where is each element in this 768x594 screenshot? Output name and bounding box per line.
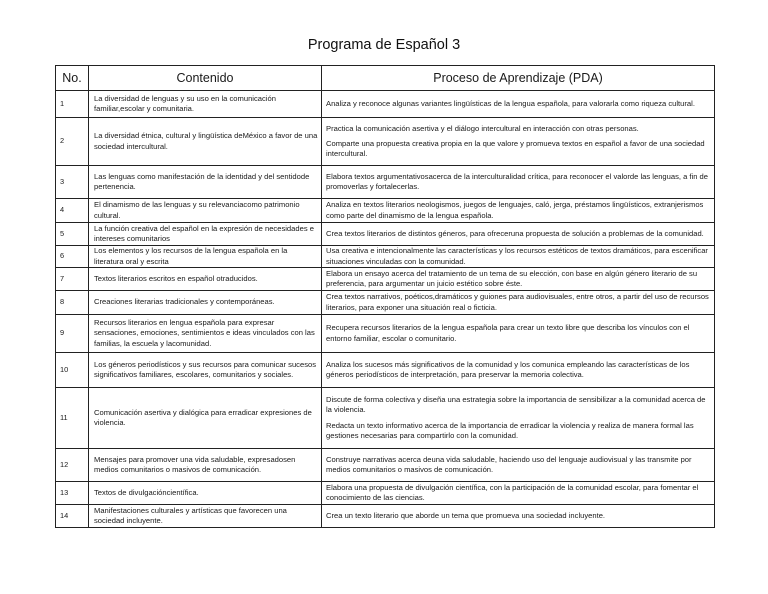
table-row <box>56 246 715 268</box>
row-contenido: Creaciones literarias tradicionales y contemporáneas. <box>89 291 322 315</box>
row-pda <box>322 449 715 482</box>
row-contenido: La diversidad étnica, cultural y lingüística deMéxico a favor de una sociedad intercultural. <box>89 118 322 166</box>
header-row <box>56 66 715 91</box>
program-table <box>55 65 715 528</box>
table-row <box>56 315 715 353</box>
table-row <box>56 353 715 388</box>
table-body <box>56 91 715 528</box>
row-number: 10 <box>56 353 89 388</box>
row-pda <box>322 91 715 118</box>
header-pda: Proceso de Aprendizaje (PDA) <box>322 66 715 91</box>
row-number: 9 <box>56 315 89 353</box>
pda-paragraph: Elabora una propuesta de divulgación científica, con la participación de la comunidad escolar, para fomentar el conocimiento de las ciencias. <box>326 482 699 502</box>
header-no: No. <box>56 66 89 91</box>
row-pda <box>322 315 715 353</box>
row-contenido: Recursos literarios en lengua española para expresar sensaciones, emociones, sentimientos e ideas vinculados con las familias, la escuela y lacomunidad. <box>89 315 322 353</box>
pda-paragraph: Crea un texto literario que aborde un tema que promueva una sociedad incluyente. <box>326 510 606 520</box>
row-contenido: La diversidad de lenguas y su uso en la comunicación familiar,escolar y comunitaria. <box>89 91 322 118</box>
table-row <box>56 388 715 449</box>
row-number: 12 <box>56 449 89 482</box>
row-pda <box>322 199 715 223</box>
pda-paragraph: Analiza los sucesos más significativos de la comunidad y los comunica empleando las características de los géneros periodísticos de interpretación, para preservar la memoria colectiva. <box>326 359 690 379</box>
page-title: Programa de Español 3 <box>307 37 461 53</box>
row-number: 13 <box>56 482 89 505</box>
row-contenido: Las lenguas como manifestación de la identidad y del sentidode pertenencia. <box>89 166 322 199</box>
row-pda <box>322 118 715 166</box>
pda-paragraph: Discute de forma colectiva y diseña una estrategia sobre la importancia de sensibilizar a la comunidad acerca de la violencia. <box>326 395 706 415</box>
row-pda <box>322 482 715 505</box>
row-pda <box>322 388 715 449</box>
row-contenido: Los géneros periodísticos y sus recursos para comunicar sucesos significativos familiares, escolares, comunitarios y sociales. <box>89 353 322 388</box>
table-row <box>56 291 715 315</box>
table-row <box>56 482 715 505</box>
table-row <box>56 505 715 528</box>
row-number: 11 <box>56 388 89 449</box>
row-pda <box>322 353 715 388</box>
pda-paragraph: Usa creativa e intencionalmente las características y los recursos estéticos de textos dramáticos, para escenificar situaciones vinculadas con la comunidad. <box>326 246 708 266</box>
row-contenido: Textos literarios escritos en español otraducidos. <box>89 268 322 291</box>
table-row <box>56 268 715 291</box>
row-number: 1 <box>56 91 89 118</box>
row-pda <box>322 166 715 199</box>
header-contenido: Contenido <box>89 66 322 91</box>
pda-paragraph: Elabora un ensayo acerca del tratamiento de un tema de su elección, con base en algún género literario de su preferencia, para argumentar un juicio estético sobre éste. <box>326 268 698 288</box>
row-pda <box>322 246 715 268</box>
row-pda <box>322 291 715 315</box>
pda-paragraph: Analiza en textos literarios neologismos, juegos de lenguajes, caló, jerga, préstamos lingüísticos, extranjerismos como parte del dinamismo de la lengua española. <box>326 200 704 220</box>
table-row <box>56 223 715 246</box>
pda-paragraph: Comparte una propuesta creativa propia en la que valore y promueva textos en español a favor de una sociedad intercultural. <box>326 138 705 159</box>
pda-paragraph: Construye narrativas acerca deuna vida saludable, haciendo uso del lenguaje audiovisual y las transmite por medios comunitarios o masivos de comunicación. <box>326 454 692 474</box>
row-contenido: Textos de divulgacióncientífica. <box>89 482 322 505</box>
pda-paragraph: Recupera recursos literarios de la lengua española para crear un texto libre que describa los vínculos con el entorno familiar, escolar o comunitario. <box>326 323 690 343</box>
pda-paragraph: Elabora textos argumentativosacerca de la interculturalidad crítica, para reconocer el valorde las lenguas, a fin de promoverlas y fortalecerlas. <box>326 171 709 191</box>
pda-paragraph: Analiza y reconoce algunas variantes lingüísticas de la lengua española, para valorarla como riqueza cultural. <box>326 98 695 108</box>
table-row <box>56 449 715 482</box>
row-pda <box>322 268 715 291</box>
row-number: 2 <box>56 118 89 166</box>
row-number: 6 <box>56 246 89 268</box>
pda-paragraph: Practica la comunicación asertiva y el diálogo intercultural en interacción con otras personas. <box>326 123 639 133</box>
table-row <box>56 166 715 199</box>
table-row <box>56 199 715 223</box>
pda-paragraph: Crea textos literarios de distintos géneros, para ofrecerunа propuesta de solución a problemas de la comunidad. <box>326 228 704 238</box>
row-number: 14 <box>56 505 89 528</box>
row-number: 8 <box>56 291 89 315</box>
table-row <box>56 118 715 166</box>
row-number: 7 <box>56 268 89 291</box>
table-row <box>56 91 715 118</box>
row-pda <box>322 223 715 246</box>
pda-paragraph: Crea textos narrativos, poéticos,dramáticos y guiones para audiovisuales, entre otros, a partir del uso de recursos literarios, para exponer una situación real o ficticia. <box>326 292 709 312</box>
row-contenido: Mensajes para promover una vida saludable, expresadosen medios comunitarios o masivos de comunicación. <box>89 449 322 482</box>
row-number: 5 <box>56 223 89 246</box>
row-contenido: Manifestaciones culturales y artísticas que favorecen una sociedad incluyente. <box>89 505 322 528</box>
row-number: 4 <box>56 199 89 223</box>
row-number: 3 <box>56 166 89 199</box>
pda-paragraph: Redacta un texto informativo acerca de la importancia de erradicar la violencia y realiza de manera formal las gestiones necesarias para compartirlo con la comunidad. <box>326 420 694 440</box>
row-contenido: Los elementos y los recursos de la lengua española en la literatura oral y escrita <box>89 246 322 268</box>
row-contenido: La función creativa del español en la expresión de necesidades e intereses comunitarios <box>89 223 322 246</box>
row-contenido: Comunicación asertiva y dialógica para erradicar expresiones de violencia. <box>89 388 322 449</box>
row-contenido: El dinamismo de las lenguas y su relevanciacomo patrimonio cultural. <box>89 199 322 223</box>
row-pda <box>322 505 715 528</box>
